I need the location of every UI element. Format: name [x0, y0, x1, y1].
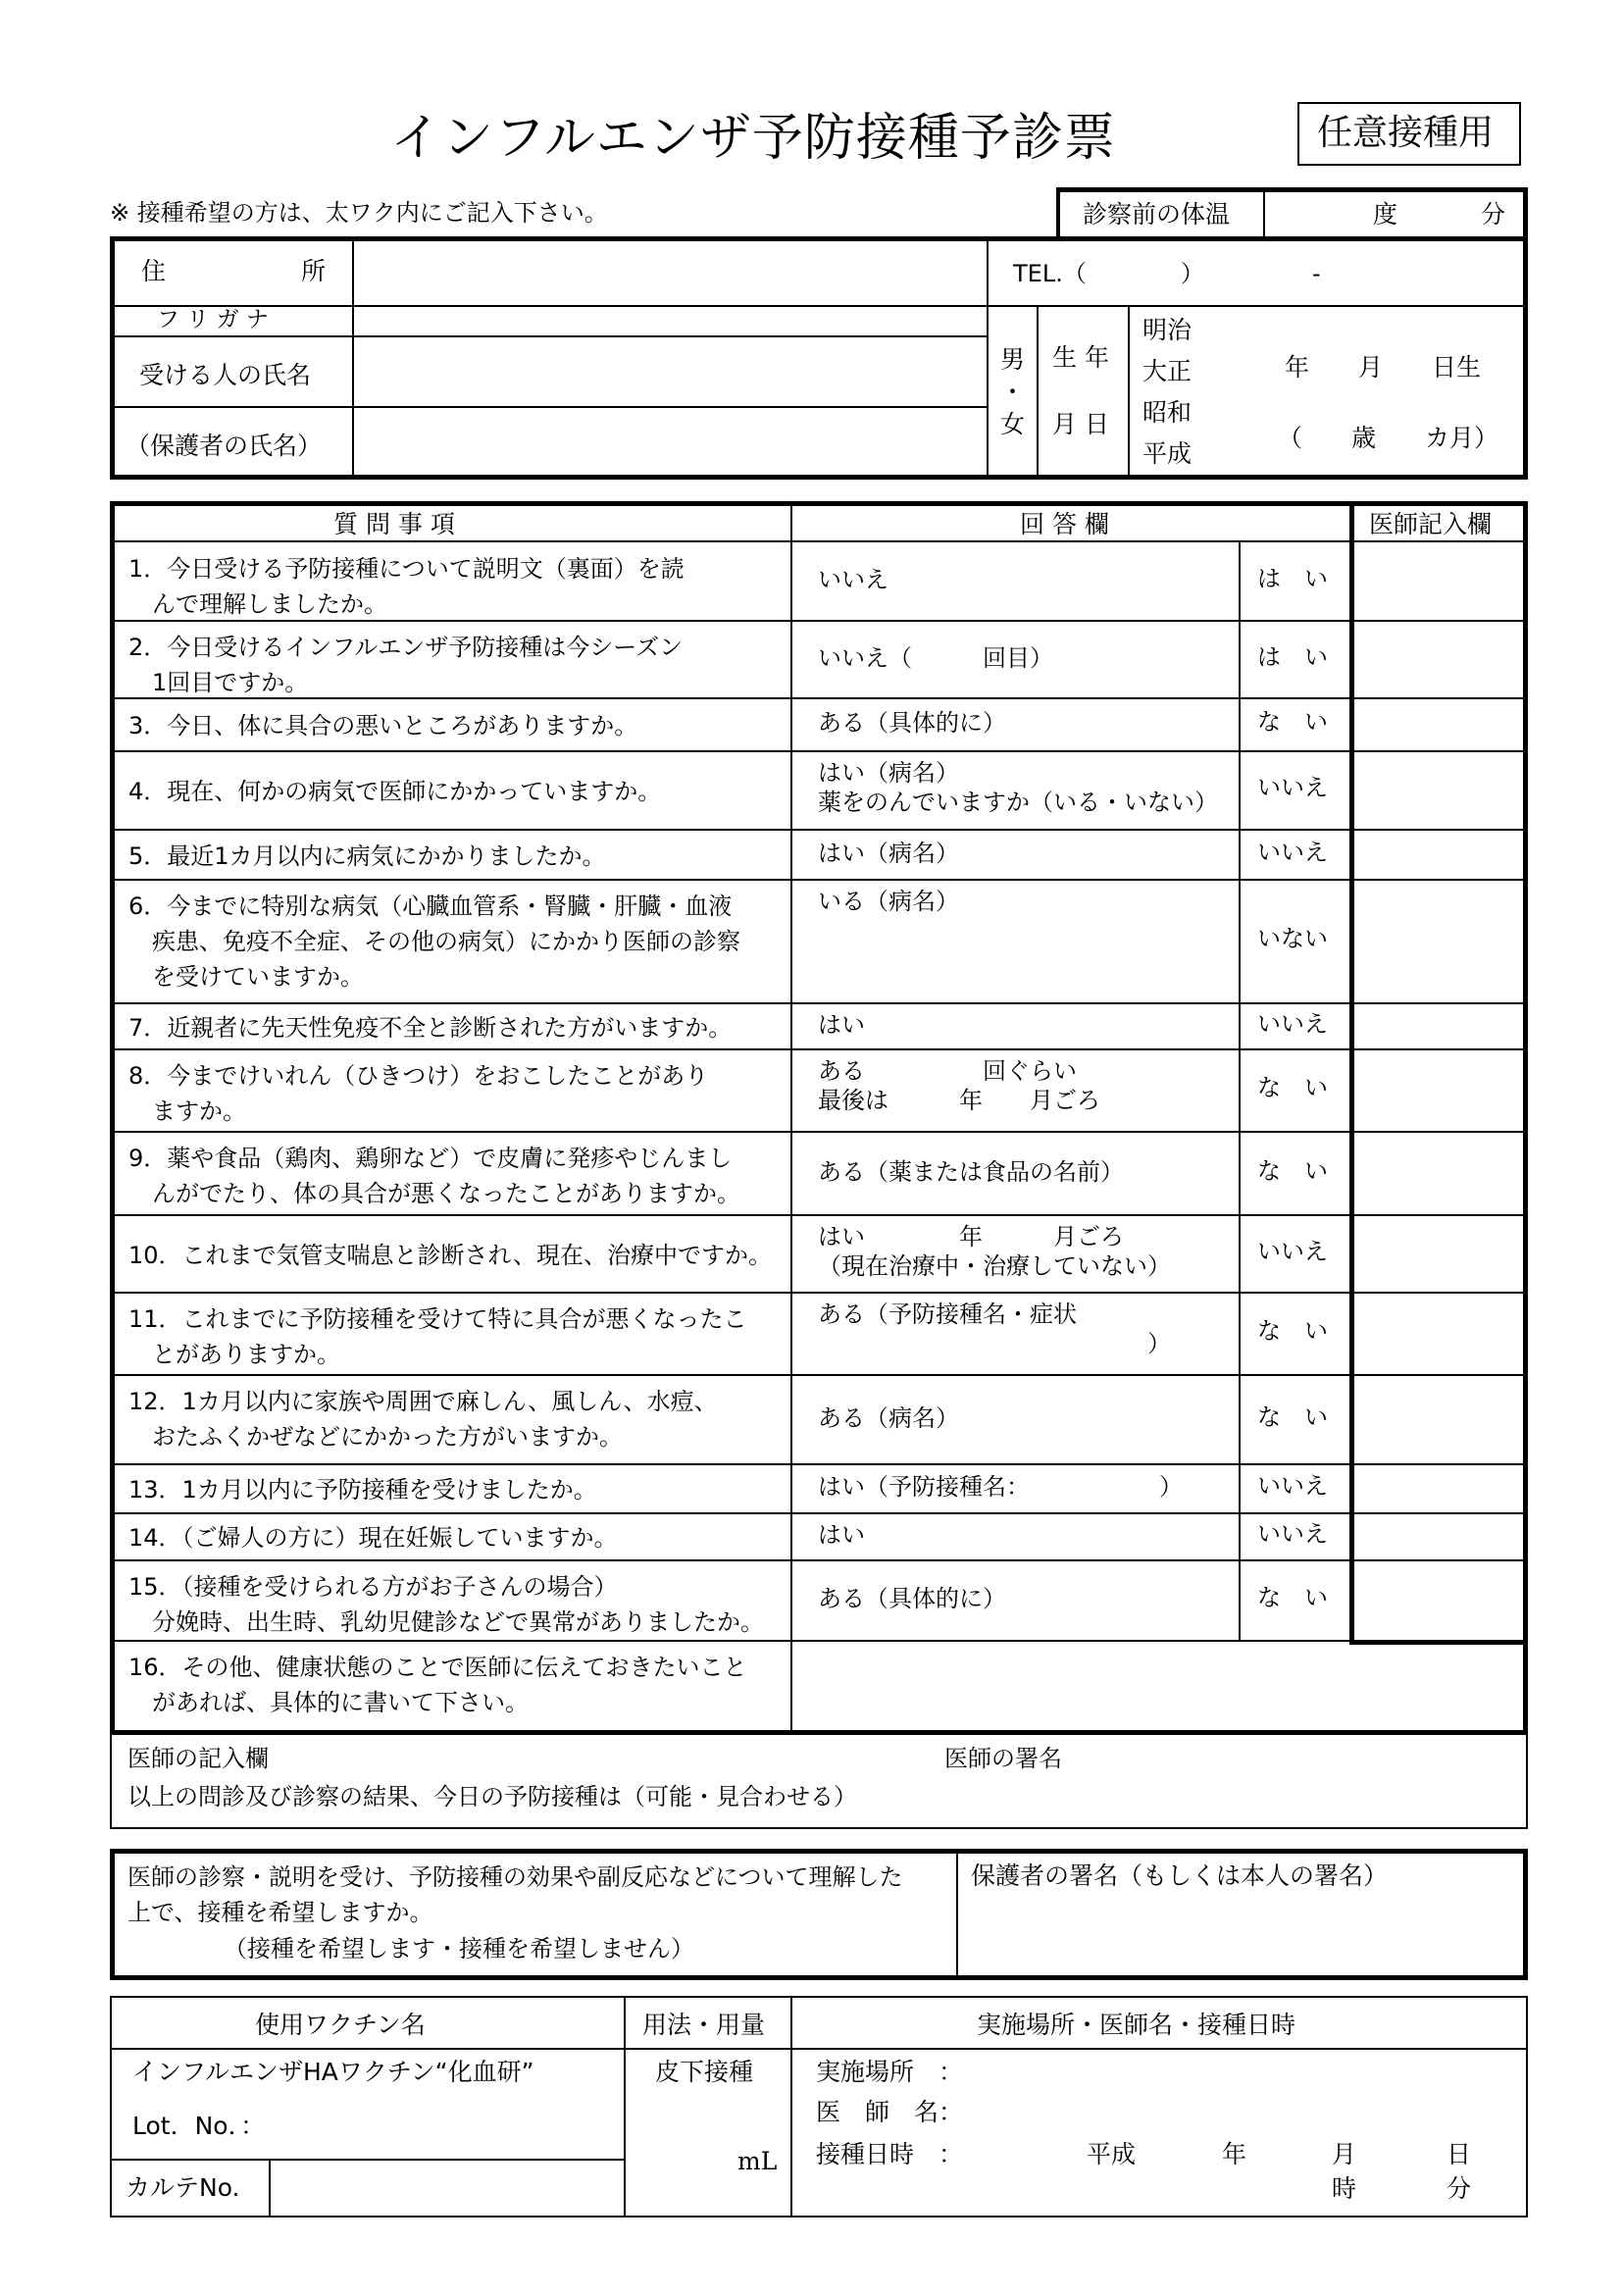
- question-row: [115, 1512, 1523, 1559]
- answer-no-option[interactable]: な い: [1257, 1157, 1328, 1185]
- question-text: 2．今日受けるインフルエンザ予防接種は今シーズン 1回目ですか。: [128, 634, 684, 696]
- question-row: [115, 879, 1523, 1002]
- answer-yes-option[interactable]: はい（病名） 薬をのんでいますか（いる・いない）: [818, 759, 1218, 816]
- sex-dot: ・: [1000, 378, 1026, 406]
- name-field[interactable]: [355, 338, 985, 405]
- doctor-section: [110, 1733, 1528, 1829]
- question-row: [115, 1559, 1523, 1640]
- furigana-field[interactable]: [355, 308, 985, 334]
- sex-female[interactable]: 女: [1000, 410, 1026, 438]
- date-day[interactable]: 日: [1446, 2140, 1472, 2168]
- question-text: 15．（接種を受けられる方がお子さんの場合） 分娩時、出生時、乳幼児健診などで異常がありましたか。: [128, 1573, 764, 1636]
- doctor-notes-cell[interactable]: [1354, 543, 1521, 618]
- question-row: [115, 750, 1523, 829]
- doctor-notes-cell[interactable]: [1354, 699, 1521, 748]
- doctor-notes-cell[interactable]: [1354, 1514, 1521, 1557]
- doctor-name-label[interactable]: 医 師 名：: [816, 2098, 964, 2126]
- question-row: [115, 1640, 1523, 1730]
- guardian-signature-label: 保護者の署名（もしくは本人の署名）: [971, 1861, 1389, 1890]
- temperature-minute-unit: 分: [1481, 200, 1506, 229]
- date-year[interactable]: 年: [1222, 2140, 1247, 2168]
- guardian-name-field[interactable]: [355, 409, 985, 476]
- answer-no-option[interactable]: な い: [1257, 1584, 1328, 1611]
- answer-yes-option[interactable]: いる（病名）: [818, 888, 959, 915]
- answer-no-option[interactable]: な い: [1257, 708, 1328, 736]
- answer-no-option[interactable]: いいえ: [1257, 839, 1328, 866]
- question-text: 16．その他、健康状態のことで医師に伝えておきたいこと があれば、具体的に書いて下さい。: [128, 1654, 747, 1716]
- column-answer: 回 答 欄: [1020, 510, 1109, 538]
- karte-number-label: カルテNo.: [126, 2173, 240, 2202]
- lot-number-label[interactable]: Lot．No．：: [132, 2112, 266, 2140]
- birth-label-2: 月 日: [1052, 410, 1109, 438]
- question-text: 13．1カ月以内に予防接種を受けましたか。: [128, 1476, 597, 1504]
- question-row: [115, 1292, 1523, 1374]
- consent-text-2: 上で、接種を希望しますか。: [127, 1899, 433, 1926]
- answer-yes-option[interactable]: ある（予防接種名・症状 ）: [818, 1300, 1171, 1357]
- era-heisei[interactable]: 平成: [1142, 439, 1193, 468]
- answer-yes-option[interactable]: はい: [818, 1521, 865, 1549]
- route-label: 皮下接種: [655, 2058, 754, 2086]
- question-text: 8．今までけいれん（ひきつけ）をおこしたことがあり ますか。: [128, 1062, 709, 1125]
- sex-male[interactable]: 男: [1000, 345, 1026, 374]
- date-month[interactable]: 月: [1332, 2140, 1357, 2168]
- question-text: 14．（ご婦人の方に）現在妊娠していますか。: [128, 1524, 618, 1552]
- answer-yes-option[interactable]: ある（具体的に）: [818, 1585, 1006, 1612]
- date-era: 平成: [1087, 2140, 1137, 2168]
- answer-no-option[interactable]: な い: [1257, 1403, 1328, 1431]
- doctor-notes-cell[interactable]: [1354, 1004, 1521, 1046]
- doctor-notes-cell[interactable]: [1354, 1465, 1521, 1510]
- doctor-notes-cell[interactable]: [1354, 1216, 1521, 1290]
- column-doctor-notes: 医師記入欄: [1369, 510, 1493, 538]
- place-label[interactable]: 実施場所 ：: [816, 2058, 964, 2086]
- doctor-notes-cell[interactable]: [1354, 622, 1521, 695]
- furigana-label: フ リ ガ ナ: [157, 307, 269, 332]
- time-minute[interactable]: 分: [1446, 2174, 1472, 2203]
- question-text: 12．1カ月以内に家族や周囲で麻しん、風しん、水痘、 おたふくかぜなどにかかった方がいますか。: [128, 1388, 718, 1451]
- column-question: 質 問 事 項: [333, 510, 455, 538]
- question-text: 6．今までに特別な病気（心臓血管系・腎臓・肝臓・血液 疾患、免疫不全症、その他の病気）にかかり医師の診察 を受けていますか。: [128, 892, 740, 991]
- answer-yes-option[interactable]: はい（予防接種名： ）: [818, 1473, 1183, 1501]
- karte-number-field[interactable]: [272, 2161, 623, 2216]
- doctor-notes-cell[interactable]: [1354, 881, 1521, 1000]
- date-label: 接種日時 ：: [816, 2140, 964, 2168]
- column-vaccine-name: 使用ワクチン名: [255, 2011, 426, 2039]
- doctor-notes-cell[interactable]: [1354, 831, 1521, 877]
- question-row: [115, 1131, 1523, 1214]
- question-row: [115, 620, 1523, 697]
- question-text: 7．近親者に先天性免疫不全と診断された方がいますか。: [128, 1014, 733, 1042]
- answer-yes-option[interactable]: はい: [818, 1011, 865, 1039]
- question-row: [115, 1374, 1523, 1463]
- birth-date-line[interactable]: 年 月 日生: [1285, 353, 1482, 382]
- birth-label-1: 生 年: [1052, 343, 1109, 372]
- answer-yes-option[interactable]: ある 回ぐらい 最後は 年 月ごろ: [818, 1057, 1100, 1114]
- tel-dash: -: [1312, 260, 1321, 287]
- question-row: [115, 1463, 1523, 1512]
- doctor-notes-cell[interactable]: [1354, 1561, 1521, 1638]
- vaccine-name: インフルエンザHAワクチン“化血研”: [132, 2058, 534, 2086]
- question-text: 1．今日受ける予防接種について説明文（裏面）を読 んで理解しましたか。: [128, 555, 685, 618]
- answer-yes-option[interactable]: はい（病名）: [818, 840, 959, 867]
- address-field[interactable]: [355, 241, 985, 304]
- dose-unit[interactable]: mL: [737, 2147, 778, 2175]
- tel-label: TEL.（ ）: [1013, 260, 1204, 287]
- consent-choice[interactable]: （接種を希望します・接種を希望しません）: [224, 1935, 694, 1963]
- question-text: 3．今日、体に具合の悪いところがありますか。: [128, 712, 638, 739]
- time-hour[interactable]: 時: [1332, 2174, 1357, 2203]
- answer-no-option[interactable]: いない: [1257, 925, 1328, 952]
- address-label-2: 所: [301, 257, 327, 285]
- question-row: [115, 1214, 1523, 1292]
- guardian-signature-field[interactable]: [961, 1899, 1522, 1975]
- answer-no-option[interactable]: いいえ: [1257, 774, 1328, 801]
- answer-no-option[interactable]: いいえ: [1257, 1472, 1328, 1500]
- question-row: [115, 829, 1523, 879]
- question-text: 5．最近1カ月以内に病気にかかりましたか。: [128, 842, 606, 870]
- answer-no-option[interactable]: は い: [1257, 565, 1328, 592]
- era-taisho[interactable]: 大正: [1142, 357, 1193, 385]
- doctor-notes-cell[interactable]: [1354, 1294, 1521, 1372]
- name-label: 受ける人の氏名: [139, 361, 312, 389]
- answer-no-option[interactable]: な い: [1257, 1317, 1328, 1345]
- doctor-result-line[interactable]: 以上の問診及び診察の結果、今日の予防接種は（可能・見合わせる）: [127, 1783, 857, 1810]
- doctor-notes-cell[interactable]: [1354, 1376, 1521, 1461]
- column-usage: 用法・用量: [642, 2011, 766, 2039]
- answer-yes-option[interactable]: いいえ: [818, 566, 888, 593]
- era-meiji[interactable]: 明治: [1142, 316, 1193, 344]
- question-row: [115, 1048, 1523, 1131]
- doctor-notes-cell[interactable]: [1354, 752, 1521, 827]
- age-line[interactable]: （ 歳 カ月）: [1278, 424, 1499, 452]
- answer-yes-option[interactable]: はい 年 月ごろ （現在治療中・治療していない）: [818, 1223, 1171, 1280]
- question-row: [115, 541, 1523, 620]
- voluntary-badge: [1297, 102, 1521, 166]
- answer-no-option[interactable]: いいえ: [1257, 1238, 1328, 1265]
- instruction-note: ※ 接種希望の方は、太ワク内にご記入下さい。: [110, 199, 608, 227]
- answer-yes-option[interactable]: ある（病名）: [818, 1404, 959, 1432]
- question-text: 4．現在、何かの病気で医師にかかっていますか。: [128, 778, 662, 805]
- guardian-name-label: （保護者の氏名）: [126, 432, 323, 460]
- page-title: インフルエンザ予防接種予診票: [390, 109, 1116, 168]
- doctor-signature-label: 医師の署名: [944, 1745, 1062, 1772]
- question-row: [115, 697, 1523, 750]
- answer-yes-option[interactable]: いいえ（ 回目）: [818, 644, 1053, 672]
- voluntary-badge-label: 任意接種用: [1317, 113, 1495, 153]
- column-place: 実施場所・医師名・接種日時: [977, 2011, 1296, 2039]
- address-label: 住: [141, 257, 167, 285]
- doctor-notes-label: 医師の記入欄: [127, 1745, 269, 1772]
- tel-field[interactable]: [1079, 241, 1522, 304]
- doctor-notes-cell[interactable]: [1354, 1133, 1521, 1212]
- question-text: 9．薬や食品（鶏肉、鶏卵など）で皮膚に発疹やじんまし んがでたり、体の具合が悪くなったことがありますか。: [128, 1145, 740, 1207]
- answer-no-option[interactable]: いいえ: [1257, 1520, 1328, 1548]
- question-row: [115, 1002, 1523, 1048]
- era-showa[interactable]: 昭和: [1142, 398, 1193, 427]
- answer-yes-option[interactable]: ある（具体的に）: [818, 709, 1006, 737]
- answer-yes-option[interactable]: ある（薬または食品の名前）: [818, 1158, 1124, 1186]
- temperature-label: 診察前の体温: [1083, 200, 1231, 229]
- doctor-notes-cell[interactable]: [1354, 1050, 1521, 1129]
- question-text: 11．これまでに予防接種を受けて特に具合が悪くなったこ とがありますか。: [128, 1305, 747, 1368]
- temperature-degree-unit: 度: [1373, 200, 1398, 229]
- answer-no-option[interactable]: いいえ: [1257, 1010, 1328, 1038]
- answer-no-option[interactable]: は い: [1257, 643, 1328, 671]
- answer-no-option[interactable]: な い: [1257, 1074, 1328, 1101]
- question-text: 10．これまで気管支喘息と診断され、現在、治療中ですか。: [128, 1242, 772, 1269]
- consent-text-1: 医師の診察・説明を受け、予防接種の効果や副反応などについて理解した: [127, 1863, 903, 1891]
